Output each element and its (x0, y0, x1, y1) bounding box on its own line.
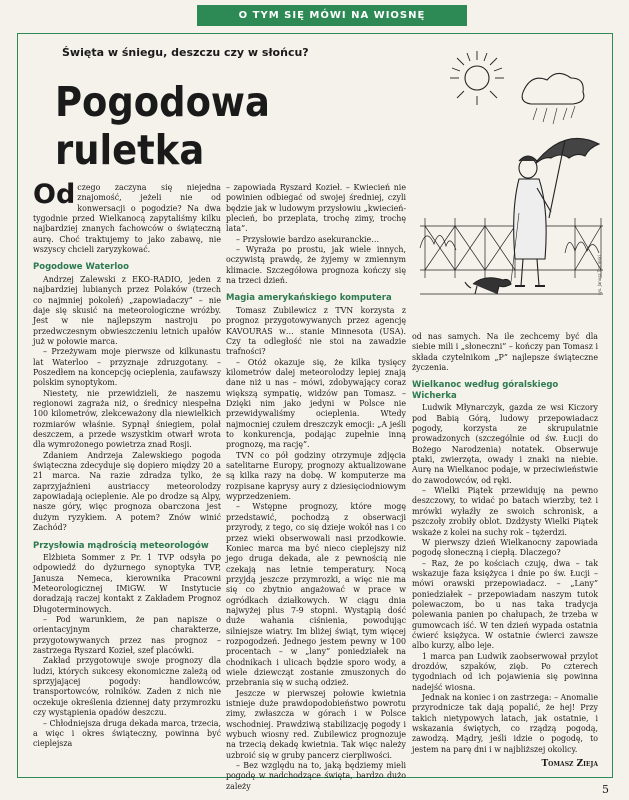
paragraph: – Bez względu na to, jaką będziemy mieli pogodę w nadchodzące święta, bardzo dużo zależy (226, 761, 406, 791)
paragraph: Zakład przygotowuje swoje prognozy dla ludzi, których sukcesy ekonomiczne zależą od sprzyjającej pogody: handlowców, transportowców, rolników. Zaden z nich nie oczekuje określenia dziennej daty przymrozku czy wystąpienia opadów deszczu. (33, 656, 221, 718)
column-3 (412, 332, 598, 769)
column-2 (226, 183, 406, 792)
sun-icon (465, 66, 489, 90)
cloud-icon (522, 73, 584, 104)
paragraph: – Przeżywam moje pierwsze od kilkunastu lat Waterloo – przyznaje zdruzgotany. – Poszedłem na koncepcję ocieplenia, zaufawszy polskim synoptykom. (33, 347, 221, 388)
subheading-waterloo: Pogodowe Waterloo (33, 262, 129, 273)
paragraph: – Raz, że po kościach czuję, dwa – tak wskazuje faza księżyca i dnie po św. Łucji – mówi orawski przepowiadacz. – „Lany” poniedziałek – przepowiadam naszym tutok polewaczom, bo u nas taka tradycja polewania panien po chałupach, że trzeba w gumowcach iść. W ten dzień wypada ostatnia ćwierć księżyca. W ostatnie ćwierci zawsze albo kurzy, albo leje. (412, 558, 598, 651)
paragraph: Jednak na koniec i on zastrzega: – Anomalie przyrodnicze tak dają popalić, że hej! Przy takich nietypowych latach, jak ostatnie, i wskazania świętych, co rządzą pogodą, zawodzą. Mądry, jeśli idzie o pogodę, to jestem na parę dni i w najbliższej okolicy. (412, 693, 598, 754)
article-title: Pogodowa ruletka (55, 78, 270, 174)
author-byline: Tomasz Zieja (541, 759, 598, 770)
drop-cap: Od (33, 179, 76, 210)
page-number: 5 (602, 783, 609, 796)
paragraph: – Wielki Piątek przewiduję na pewno deszczowy, to widać po batach wierzby, też i mrówki wyłaźły ze swoich schronisk, a pszczoły zrobiły oblot. Dzdżysty Wielki Piątek wskaże z kolei na suchy rok – tężerdzi. (412, 486, 598, 537)
paragraph: – Pod warunkiem, że pan napisze o orientacyjnym charakterze, przygotowywanych przez nas prognoz – zastrzega Ryszard Kozieł, szef placówki. (33, 615, 221, 656)
paragraph: – Otóż okazuje się, że kilka tysięcy kilometrów dalej meteorolodzy lepiej znają dane niż u nas – mówi, zdobywający coraz większą sympatię, widzów pan Tomasz. – Dzięki nim jako jedyni w Polsce nie przewidywaliśmy ocieplenia. Wtedy najmocniej czułem dreszczyk emocji: „A jeśli to konkurencja, podając zupełnie inną prognozę, ma rację”. (226, 357, 406, 450)
lead-paragraph (33, 179, 221, 255)
paragraph: Elżbieta Sommer z Pr. 1 TVP odsyła po odpowiedź do dyżurnego synoptyka TVP, Janusza Nemeca, kierownika Pracowni Meteorologicznej IMiGW. W Instytucie doradzają raczej kontakt z Zakładem Prognoz Długoterminowych. (33, 553, 221, 614)
column-1 (33, 179, 221, 750)
subheading-computer: Magia amerykańskiego komputera (226, 293, 392, 304)
paragraph: TVN co pół godziny otrzymuje zdjęcia satelitarne Europy, prognozy aktualizowane są kilka razy na dobę. W komputerze ma rozpisane kaprysy aury z dziesięciodniowym wyprzedzeniem. (226, 450, 406, 502)
paragraph: – Przysłowie bardzo asekuranckie… (236, 234, 380, 244)
lead-text: czego zaczyna się niejedna znajomość, jeżeli nie od konwersacji o pogodzie? Na dwa tygodnie przed Wielkanocą zapytaliśmy kilku najbardziej znanych fachowców o świąteczną aurę. Choć traktujemy to jako zabawę, nie wszyscy chcieli zaryzykować. (33, 183, 221, 255)
paragraph: 1 marca pan Ludwik zaobserwował przylot drozdów, szpaków, zięb. Po czterech tygodniach od ich pojawienia się powinna nadejść wiosna. (412, 651, 598, 692)
dog-icon (465, 278, 511, 294)
paragraph: Niestety, nie przewidzieli, że naszemu regionowi zagraża niż, o średnicy niespełna 100 kilometrów, zlekceważony dla niewielkich rozmiarów właśnie. Sypnął śniegiem, polał deszczem, a przede wszystkim otwarł wrota dla wymrożonego powietrza znad Rosji. (33, 388, 221, 450)
paragraph: – Wstępne prognozy, które mogę przedstawić, pochodzą z obserwacji przyrody, z tego, co się dzieje wokół nas i co przez wieki obserwowali nasi przodkowie. Koniec marca ma być nieco cieplejszy niż jego druga dekada, ale z pewnością nie czekają nas letnie temperatury. Nocą przyjdą jeszcze przymrozki, a więc nie ma się co zbytnio angażować w prace w ogródkach działkowych. W ciągu dnia najwyżej plus 7-9 stopni. Wystąpią dość duże wahania ciśnienia, powodując silniejsze wiatry. Im bliżej świąt, tym więcej rozpogodzeń. Jednego jestem pewny w 100 procentach – w „lany” poniedziałek na chodnikach i ulicach będzie sporo wody, a wiele dziewcząt zostanie zmuszonych do przebrania się w suchą odzież. (226, 502, 406, 688)
paragraph: Jeszcze w pierwszej połowie kwietnia istnieje duże prawdopodobieństwo powrotu zimy, zwłaszcza w górach i w Polsce wschodniej. Prawdziwą stabilizację pogody i wybuch wiosny red. Zubilewicz prognozuje na trzecią dekadę kwietnia. Tak więc należy uzbroić się w gruby pancerz cierpliwości. (226, 688, 406, 760)
paragraph: od nas samych. Na ile zechcemy być dla siebie mili i „słoneczni” – kończy pan Tomasz i składa czytelnikom „P” najlepsze świąteczne życzenia. (412, 332, 598, 373)
paragraph: W pierwszy dzień Wielkanocny zapowiada pogodę słoneczną i ciepłą. Dlaczego? (412, 537, 598, 558)
subheading-wicherek: Wielkanoc według góralskiego Wicherka (412, 380, 559, 401)
paragraph: Andrzej Zalewski z EKO-RADIO, jeden z najbardziej lubianych przez Polaków (trzech co najmniej pokoleń) „zapowiadaczy” – nie daje się skusić na meteorologiczne wróżby. Jest w nie najlepszym nastroju po przedwczesnym obwieszczeniu letnich upałów już w połowie marca. (33, 274, 221, 346)
umbrella-icon (533, 138, 599, 166)
section-banner: O TYM SIĘ MÓWI NA WIOSNĘ (197, 5, 467, 26)
paragraph: Zdaniem Andrzeja Zalewskiego pogoda świąteczna zdecyduje się dopiero między 20 a 21 marca. Na razie zdradza tylko, że zaprzyjaźnieni austriaccy meteorolodzy zapowiadają ocieplenie. Ale po drodze są Alpy, nasze góry, więc prognoza obarczona jest dużym ryzykiem. A potem? Znów winić Zachód? (33, 450, 221, 533)
weather-man-illustration (415, 48, 608, 323)
paragraph: Tomasz Zubilewicz z TVN korzysta z prognoz przygotowywanych przez agencję KAVOURAS w… stanie Minnesota (USA). Czy ta odległość nie stoi na zawadzie trafności? (226, 305, 406, 357)
paragraph: – Wyraża po prostu, jak wiele innych, oczywistą prawdę, że żyjemy w zmiennym klimacie. Szczegółowa prognoza kończy się na trzeci dzień. (226, 245, 406, 286)
subheading-proverbs: Przysłowia mądrością meteorologów (33, 540, 209, 551)
paragraph: Ludwik Młynarczyk, gazda ze wsi Kiczory pod Babią Górą, ludowy przepowiadacz pogody, korzysta ze skrupulatnie prowadzonych (szczególnie od św. Łucji do Bożego Narodzenia) notatek. Obserwuje ptaki, zwierzęta, owady i znaki na niebie. Aurę na Wielkanoc podaje, w przeciwieństwie do zawodowców, od ręki. (412, 403, 598, 485)
article-subtitle: Święta w śniegu, deszczu czy w słońcu? (62, 46, 309, 59)
paragraph: – Chłodniejsza druga dekada marca, trzecia, a więc i okres świąteczny, powinna być cieplejsza (33, 718, 221, 749)
illustration-credit: rys. Janusz Trzciński (597, 255, 602, 295)
paragraph: – zapowiada Ryszard Kozieł. – Kwiecień nie powinien odbiegać od swojej średniej, czyli będzie jak w ludowym przysłowiu „kwiecień-plecień, bo przeplata, trochę zimy, trochę lata”. (226, 183, 406, 234)
